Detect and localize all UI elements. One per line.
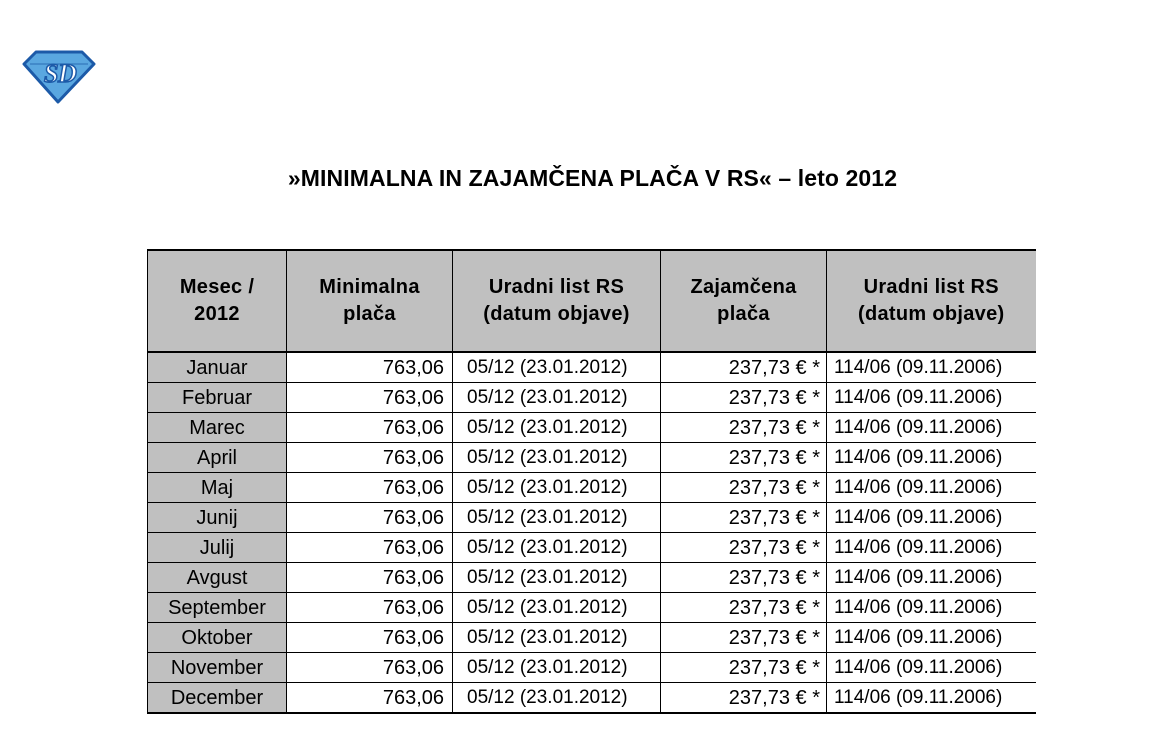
table-row	[148, 352, 1036, 383]
gazette-guaranteed-cell: 114/06 (09.11.2006)	[827, 533, 1036, 563]
gazette-guaranteed-cell: 114/06 (09.11.2006)	[827, 503, 1036, 533]
month-cell: Julij	[148, 533, 287, 563]
gazette-min-cell: 05/12 (23.01.2012)	[453, 473, 661, 503]
svg-text:S: S	[44, 59, 59, 88]
gazette-min-cell: 05/12 (23.01.2012)	[453, 443, 661, 473]
month-cell: Junij	[148, 503, 287, 533]
month-cell: April	[148, 443, 287, 473]
month-cell: Maj	[148, 473, 287, 503]
month-cell: December	[148, 683, 287, 714]
table-row	[148, 473, 1036, 503]
header-month-line2: 2012	[194, 303, 240, 325]
guaranteed-wage-cell: 237,73 € *	[661, 443, 827, 473]
table-row	[148, 413, 1036, 443]
gazette-min-cell: 05/12 (23.01.2012)	[453, 563, 661, 593]
gazette-guaranteed-cell: 114/06 (09.11.2006)	[827, 593, 1036, 623]
gazette-min-cell: 05/12 (23.01.2012)	[453, 413, 661, 443]
table-row	[148, 383, 1036, 413]
header-guaranteed-wage	[661, 250, 827, 352]
header-guaranteed-line1: Zajamčena	[690, 276, 797, 298]
gazette-min-cell: 05/12 (23.01.2012)	[453, 503, 661, 533]
header-gazette-min-line1: Uradni list RS	[488, 276, 625, 298]
sd-shield-logo-graphic	[22, 48, 96, 104]
page-title: »MINIMALNA IN ZAJAMČENA PLAČA V RS« – leto 2012	[287, 165, 898, 191]
table-header-row	[148, 250, 1036, 352]
wage-table	[147, 249, 1036, 714]
min-wage-cell: 763,06	[287, 653, 453, 683]
min-wage-cell: 763,06	[287, 473, 453, 503]
gazette-min-cell: 05/12 (23.01.2012)	[453, 383, 661, 413]
gazette-min-cell: 05/12 (23.01.2012)	[453, 593, 661, 623]
header-month-line1: Mesec /	[179, 276, 255, 298]
min-wage-cell: 763,06	[287, 623, 453, 653]
guaranteed-wage-cell: 237,73 € *	[661, 533, 827, 563]
header-gazette-guaranteed-line2: (datum objave)	[858, 303, 1005, 325]
table-row	[148, 533, 1036, 563]
svg-text:D: D	[58, 59, 77, 88]
table-row	[148, 653, 1036, 683]
guaranteed-wage-cell: 237,73 € *	[661, 653, 827, 683]
gazette-min-cell: 05/12 (23.01.2012)	[453, 623, 661, 653]
guaranteed-wage-cell: 237,73 € *	[661, 593, 827, 623]
gazette-min-cell: 05/12 (23.01.2012)	[453, 653, 661, 683]
gazette-guaranteed-cell: 114/06 (09.11.2006)	[827, 623, 1036, 653]
gazette-guaranteed-cell: 114/06 (09.11.2006)	[827, 443, 1036, 473]
table-row	[148, 683, 1036, 714]
gazette-min-cell: 05/12 (23.01.2012)	[453, 683, 661, 714]
min-wage-cell: 763,06	[287, 683, 453, 714]
guaranteed-wage-cell: 237,73 € *	[661, 473, 827, 503]
min-wage-cell: 763,06	[287, 563, 453, 593]
header-gazette-min-line2: (datum objave)	[483, 303, 630, 325]
header-guaranteed-line2: plača	[717, 303, 770, 325]
gazette-guaranteed-cell: 114/06 (09.11.2006)	[827, 473, 1036, 503]
min-wage-cell: 763,06	[287, 593, 453, 623]
month-cell: September	[148, 593, 287, 623]
month-cell: Januar	[148, 352, 287, 383]
month-cell: Marec	[148, 413, 287, 443]
min-wage-cell: 763,06	[287, 443, 453, 473]
month-cell: Februar	[148, 383, 287, 413]
guaranteed-wage-cell: 237,73 € *	[661, 563, 827, 593]
header-month	[148, 250, 287, 352]
header-min-wage-line2: plača	[343, 303, 396, 325]
gazette-guaranteed-cell: 114/06 (09.11.2006)	[827, 683, 1036, 714]
month-cell: Avgust	[148, 563, 287, 593]
month-cell: November	[148, 653, 287, 683]
table-row	[148, 443, 1036, 473]
header-min-wage	[287, 250, 453, 352]
table-row	[148, 563, 1036, 593]
min-wage-cell: 763,06	[287, 533, 453, 563]
guaranteed-wage-cell: 237,73 € *	[661, 413, 827, 443]
header-gazette-min	[453, 250, 661, 352]
table-row	[148, 623, 1036, 653]
header-gazette-guaranteed-line1: Uradni list RS	[863, 276, 999, 298]
guaranteed-wage-cell: 237,73 € *	[661, 503, 827, 533]
min-wage-cell: 763,06	[287, 413, 453, 443]
sd-shield-logo	[22, 48, 96, 104]
guaranteed-wage-cell: 237,73 € *	[661, 623, 827, 653]
guaranteed-wage-cell: 237,73 € *	[661, 352, 827, 383]
gazette-guaranteed-cell: 114/06 (09.11.2006)	[827, 563, 1036, 593]
guaranteed-wage-cell: 237,73 € *	[661, 383, 827, 413]
gazette-guaranteed-cell: 114/06 (09.11.2006)	[827, 653, 1036, 683]
table-row	[148, 593, 1036, 623]
gazette-guaranteed-cell: 114/06 (09.11.2006)	[827, 413, 1036, 443]
gazette-min-cell: 05/12 (23.01.2012)	[453, 352, 661, 383]
min-wage-cell: 763,06	[287, 383, 453, 413]
min-wage-cell: 763,06	[287, 352, 453, 383]
header-min-wage-line1: Minimalna	[319, 276, 420, 298]
min-wage-cell: 763,06	[287, 503, 453, 533]
gazette-guaranteed-cell: 114/06 (09.11.2006)	[827, 383, 1036, 413]
gazette-guaranteed-cell: 114/06 (09.11.2006)	[827, 352, 1036, 383]
month-cell: Oktober	[148, 623, 287, 653]
header-gazette-guaranteed	[827, 250, 1036, 352]
guaranteed-wage-cell: 237,73 € *	[661, 683, 827, 714]
table-row	[148, 503, 1036, 533]
gazette-min-cell: 05/12 (23.01.2012)	[453, 533, 661, 563]
